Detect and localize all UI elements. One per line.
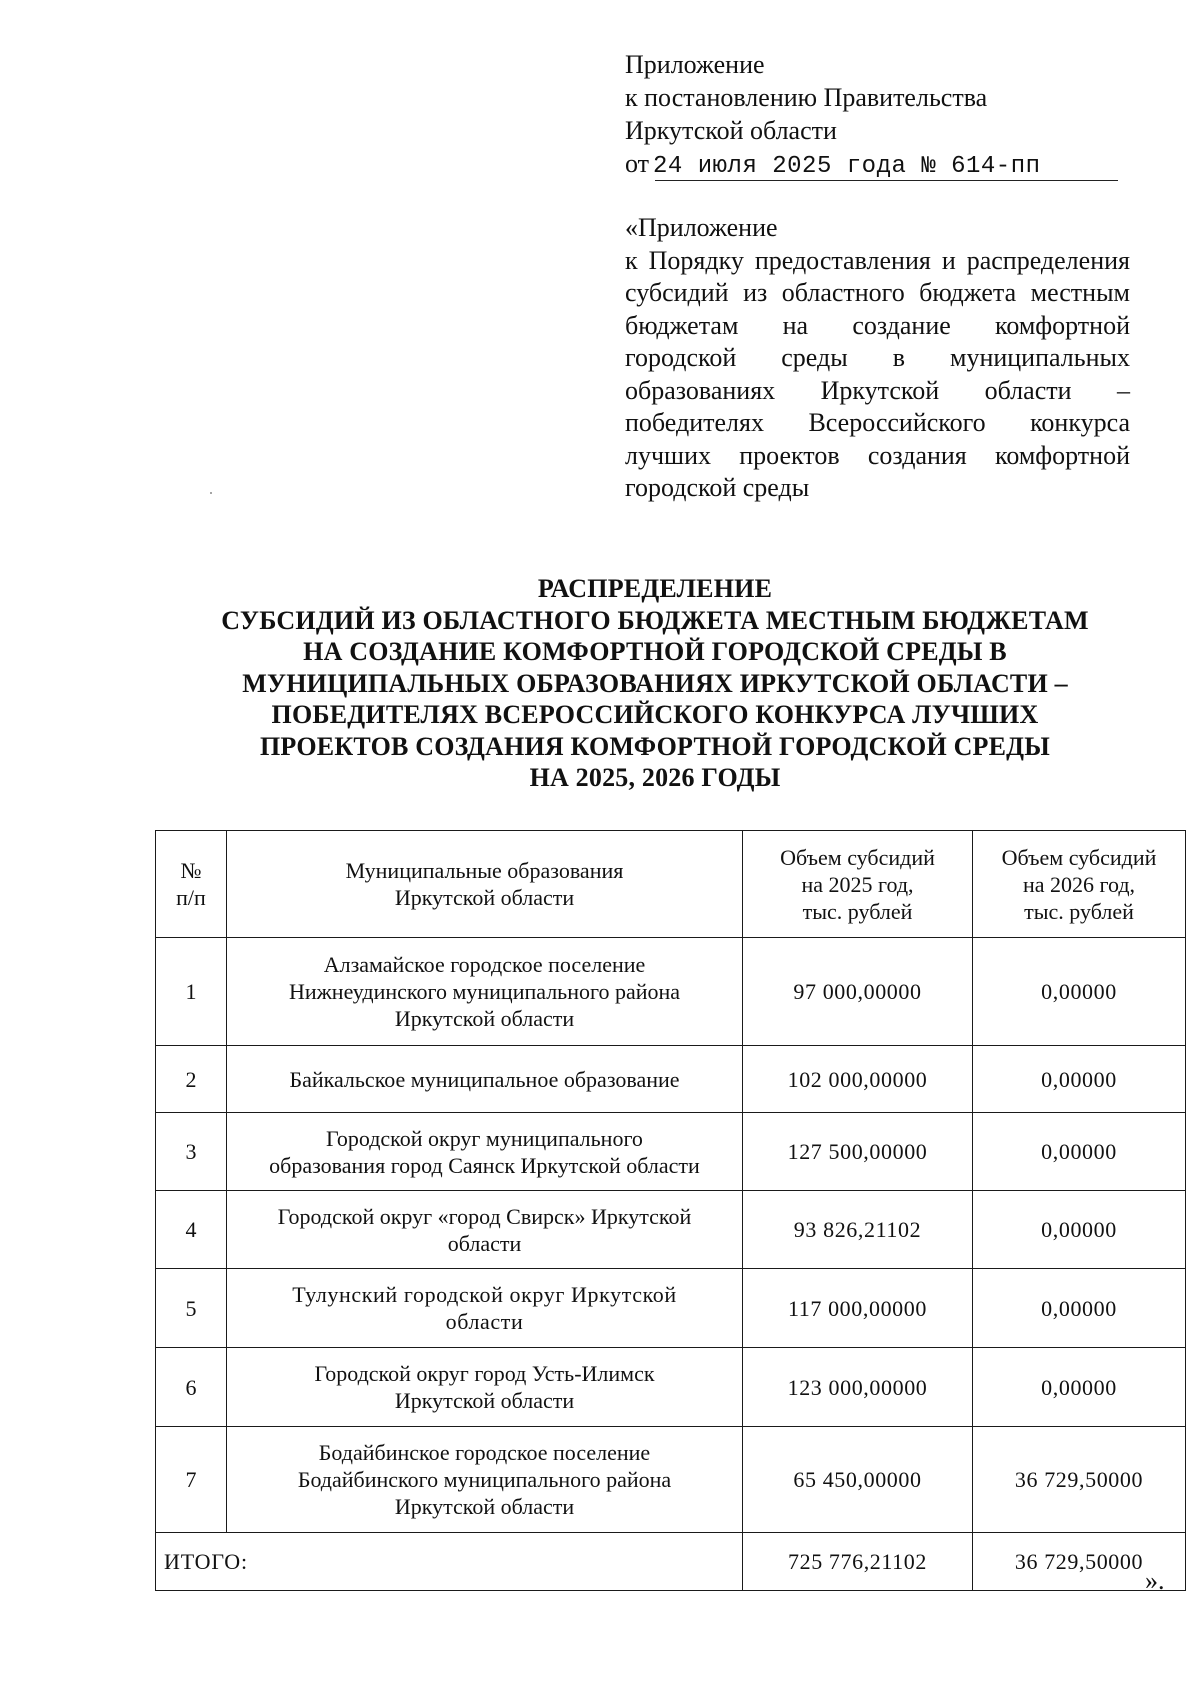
municipality-line: области bbox=[447, 1230, 522, 1256]
header-2026-line: Объем субсидий bbox=[1001, 844, 1157, 870]
municipality-line: области bbox=[445, 1309, 524, 1334]
municipality-line: Тулунский городской округ Иркутской bbox=[292, 1282, 677, 1307]
row-subsidy-2025: 127 500,00000 bbox=[743, 1113, 973, 1191]
row-subsidy-2025: 97 000,00000 bbox=[743, 938, 973, 1046]
header-municipality-line: Муниципальные образования bbox=[345, 858, 624, 883]
row-municipality bbox=[227, 1113, 743, 1191]
appendix-text: к Порядку предоставления и распределения субсидий из областного бюджета местным бюджетам на создание комфортной городской среды в муниципальных образованиях Иркутской области – победителях Всероссийского конкурса лучших проектов создания комфортной городской среды bbox=[625, 245, 1130, 502]
row-municipality bbox=[227, 1348, 743, 1427]
municipality-line: Городской округ «город Свирск» Иркутской bbox=[277, 1203, 692, 1229]
row-subsidy-2026: 0,00000 bbox=[973, 1046, 1186, 1113]
resolution-date: 24 июля 2025 года № 614-пп bbox=[653, 153, 1041, 180]
approval-header bbox=[625, 48, 1135, 183]
table-total-row bbox=[156, 1533, 1186, 1591]
scan-dot bbox=[210, 492, 212, 494]
row-subsidy-2026: 0,00000 bbox=[973, 938, 1186, 1046]
date-prefix: от bbox=[625, 149, 650, 178]
title-line-2: СУБСИДИЙ ИЗ ОБЛАСТНОГО БЮДЖЕТА МЕСТНЫМ БЮДЖЕТАМ bbox=[221, 605, 1089, 635]
row-subsidy-2026: 0,00000 bbox=[973, 1348, 1186, 1427]
header-municipality bbox=[227, 831, 743, 938]
table-row bbox=[156, 938, 1186, 1046]
row-number: 1 bbox=[156, 938, 227, 1046]
total-subsidy-2026: 36 729,50000 bbox=[973, 1533, 1186, 1591]
table-row bbox=[156, 1113, 1186, 1191]
header-subsidy-2026 bbox=[973, 831, 1186, 938]
table-header-row bbox=[156, 831, 1186, 938]
municipality-line: Городской округ город Усть-Илимск bbox=[314, 1361, 655, 1386]
row-municipality bbox=[227, 1191, 743, 1269]
header-num-line: п/п bbox=[176, 885, 206, 910]
row-number: 6 bbox=[156, 1348, 227, 1427]
municipality-line: Иркутской области bbox=[394, 1006, 575, 1031]
row-municipality bbox=[227, 1427, 743, 1533]
row-subsidy-2026: 0,00000 bbox=[973, 1191, 1186, 1269]
municipality-line: Байкальское муниципальное образование bbox=[289, 1066, 680, 1092]
table-row bbox=[156, 1427, 1186, 1533]
row-subsidy-2026: 0,00000 bbox=[973, 1113, 1186, 1191]
row-subsidy-2025: 93 826,21102 bbox=[743, 1191, 973, 1269]
table-row bbox=[156, 1191, 1186, 1269]
row-subsidy-2025: 123 000,00000 bbox=[743, 1348, 973, 1427]
date-underline bbox=[655, 180, 1118, 181]
row-number: 3 bbox=[156, 1113, 227, 1191]
municipality-line: образования город Саянск Иркутской области bbox=[269, 1152, 700, 1178]
total-label: ИТОГО: bbox=[156, 1533, 743, 1591]
header-2025-line: на 2025 год, bbox=[801, 871, 914, 897]
header-2025-line: тыс. рублей bbox=[802, 898, 913, 924]
row-subsidy-2025: 65 450,00000 bbox=[743, 1427, 973, 1533]
row-number: 2 bbox=[156, 1046, 227, 1113]
row-municipality bbox=[227, 1269, 743, 1348]
header-num bbox=[156, 831, 227, 938]
municipality-line: Алзамайское городское поселение bbox=[323, 952, 646, 977]
municipality-line: Городской округ муниципального bbox=[326, 1125, 643, 1151]
procedure-appendix-reference bbox=[625, 212, 1130, 505]
title-line-7: НА 2025, 2026 ГОДЫ bbox=[529, 763, 781, 792]
title-line-6: ПРОЕКТОВ СОЗДАНИЯ КОМФОРТНОЙ ГОРОДСКОЙ СРЕДЫ bbox=[260, 731, 1050, 761]
header-line-region: Иркутской области bbox=[625, 116, 837, 145]
municipality-line: Бодайбинского муниципального района bbox=[297, 1467, 672, 1492]
document-title bbox=[150, 573, 1160, 794]
municipality-line: Иркутской области bbox=[394, 1494, 575, 1519]
municipality-line: Бодайбинское городское поселение bbox=[318, 1440, 651, 1465]
header-2025-line: Объем субсидий bbox=[780, 844, 935, 870]
header-municipality-line: Иркутской области bbox=[394, 885, 575, 910]
table-row bbox=[156, 1348, 1186, 1427]
title-line-4: МУНИЦИПАЛЬНЫХ ОБРАЗОВАНИЯХ ИРКУТСКОЙ ОБЛАСТИ – bbox=[242, 668, 1068, 698]
row-municipality bbox=[227, 1046, 743, 1113]
header-num-line: № bbox=[180, 858, 202, 883]
row-subsidy-2025: 117 000,00000 bbox=[743, 1269, 973, 1348]
closing-quote: ». bbox=[1145, 1566, 1165, 1595]
appendix-title: «Приложение bbox=[625, 213, 778, 242]
subsidy-distribution-table bbox=[155, 830, 1186, 1591]
row-subsidy-2026: 0,00000 bbox=[973, 1269, 1186, 1348]
title-line-5: ПОБЕДИТЕЛЯХ ВСЕРОССИЙСКОГО КОНКУРСА ЛУЧШИХ bbox=[271, 700, 1039, 729]
total-subsidy-2025: 725 776,21102 bbox=[743, 1533, 973, 1591]
table-row bbox=[156, 1269, 1186, 1348]
title-line-1: РАСПРЕДЕЛЕНИЕ bbox=[537, 574, 773, 603]
table-row bbox=[156, 1046, 1186, 1113]
row-number: 7 bbox=[156, 1427, 227, 1533]
header-2026-line: тыс. рублей bbox=[1024, 898, 1134, 924]
header-line-appendix: Приложение bbox=[625, 50, 765, 79]
row-number: 5 bbox=[156, 1269, 227, 1348]
header-date-line bbox=[625, 147, 1118, 183]
municipality-line: Иркутской области bbox=[394, 1388, 575, 1413]
title-line-3: НА СОЗДАНИЕ КОМФОРТНОЙ ГОРОДСКОЙ СРЕДЫ В bbox=[303, 637, 1007, 666]
row-municipality bbox=[227, 938, 743, 1046]
row-subsidy-2025: 102 000,00000 bbox=[743, 1046, 973, 1113]
header-line-resolution: к постановлению Правительства bbox=[625, 83, 988, 112]
row-number: 4 bbox=[156, 1191, 227, 1269]
municipality-line: Нижнеудинского муниципального района bbox=[288, 979, 681, 1004]
row-subsidy-2026: 36 729,50000 bbox=[973, 1427, 1186, 1533]
header-2026-line: на 2026 год, bbox=[1022, 871, 1136, 897]
header-subsidy-2025 bbox=[743, 831, 973, 938]
